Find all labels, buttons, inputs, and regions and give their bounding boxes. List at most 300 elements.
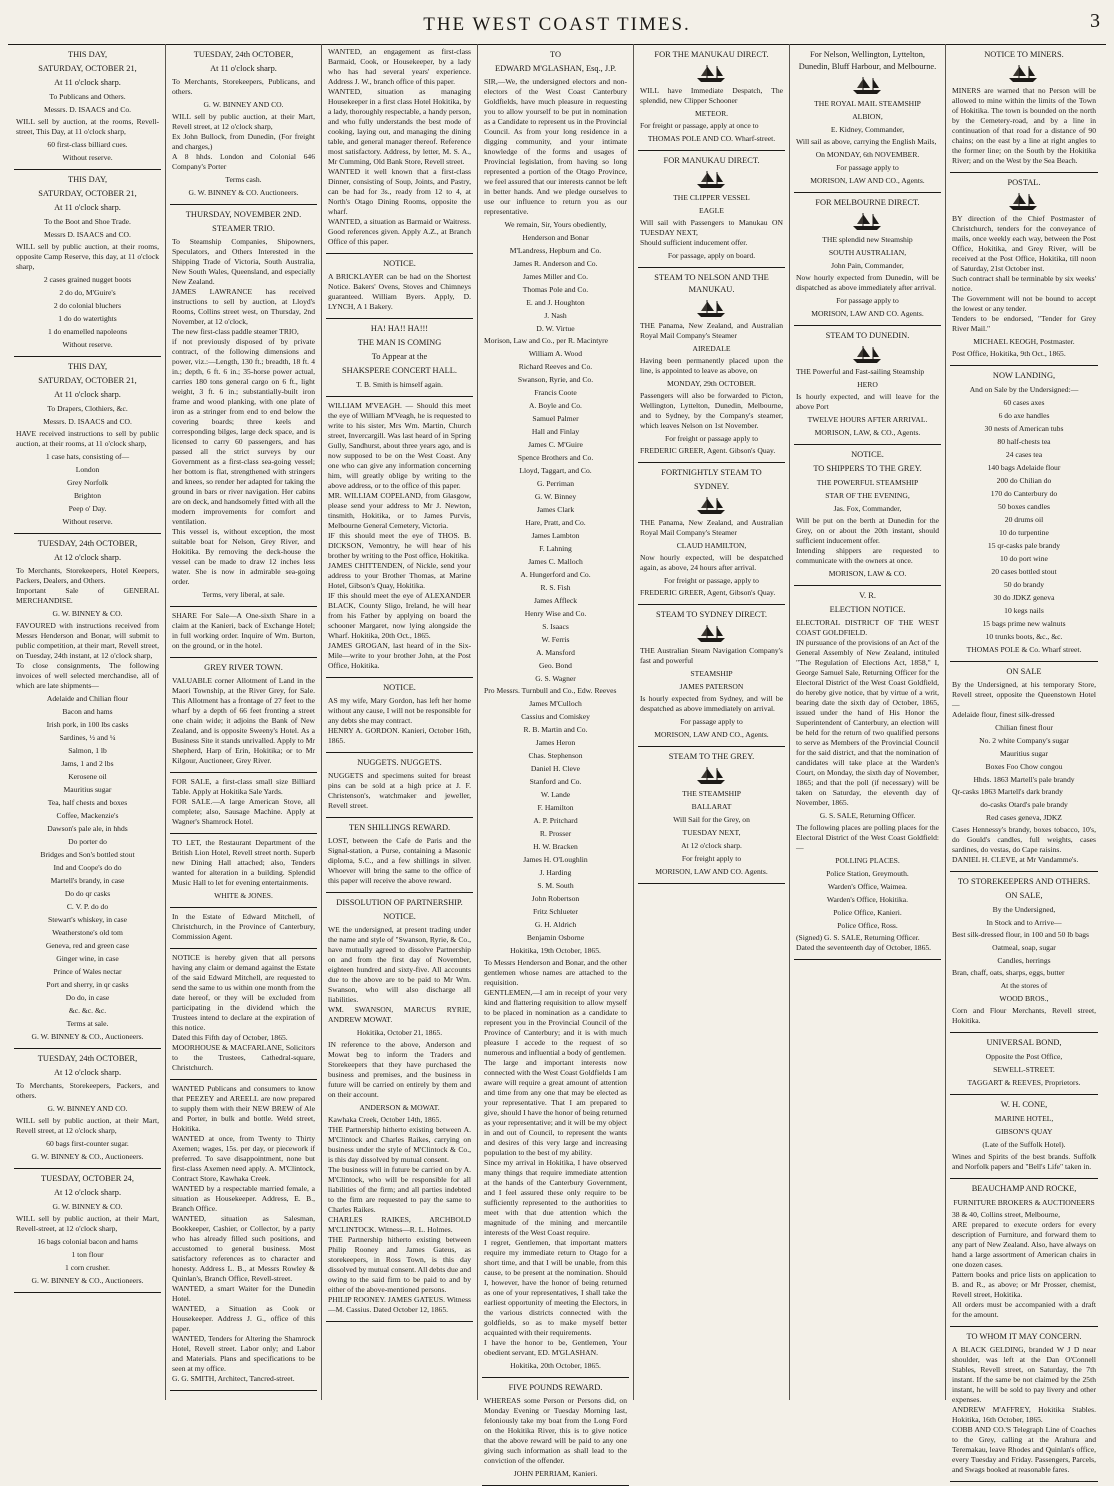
- newspaper-title: THE WEST COAST TIMES.: [423, 14, 691, 35]
- ad-line: 30 do JDKZ geneva: [993, 593, 1055, 602]
- ad-line: Will Sail for the Grey, on: [673, 815, 750, 824]
- ad-divider: [950, 1326, 1098, 1327]
- advertisement: [172, 777, 315, 827]
- ad-paragraph: The following places are polling places for the Electoral District of the West Coast Goldfield:—: [796, 823, 939, 852]
- ad-line: MONDAY, 29th OCTOBER.: [667, 379, 756, 388]
- ad-line: To Publicans and Others.: [49, 92, 126, 101]
- ad-paragraph: Morison, Law and Co., per R. Macintyre: [484, 336, 609, 345]
- ad-divider: [170, 833, 317, 834]
- ad-paragraph: THE Panama, New Zealand, and Australian Royal Mail Company's Steamer: [640, 321, 783, 340]
- ad-line: S. Isaacs: [542, 622, 569, 631]
- ad-heading: TUESDAY, OCTOBER 24,: [41, 1174, 134, 1183]
- ad-line: At the stores of: [1000, 981, 1048, 990]
- advertisement: [16, 1173, 159, 1286]
- ad-heading: THIS DAY,: [67, 175, 108, 184]
- ad-heading: TUESDAY, 24th OCTOBER,: [37, 1054, 138, 1063]
- ad-line: THE splendid new Steamship: [822, 235, 913, 244]
- ad-line: J. Harding: [539, 868, 572, 877]
- advertisement: [796, 330, 939, 438]
- ad-paragraph: WILL sell by public auction, at their Mart, Revell street, at 12 o'clock sharp,: [16, 1116, 159, 1135]
- ad-line: 30 nests of American tubs: [984, 424, 1064, 433]
- ad-heading: THE MAN IS COMING: [357, 338, 442, 347]
- ad-line: STEAMSHIP: [690, 669, 733, 678]
- ad-paragraph: WANTED by a respectable married female, a situation as Housekeeper. Address, E. B., Branch Office.: [172, 1184, 315, 1213]
- advertisement: [796, 449, 939, 579]
- ad-line: MORISON, LAW AND CO. Agents.: [655, 867, 768, 876]
- ad-line: Grey Norfolk: [66, 478, 109, 487]
- ad-divider: [326, 1321, 473, 1322]
- ad-paragraph: Intending shippers are requested to communicate with the owners at once.: [796, 546, 939, 565]
- ad-paragraph: VALUABLE corner Allotment of Land in the Maori Township, at the River Grey, for Sale. This Allotment has a frontage of 27 feet to the wharf by a depth of 66 feet fronting a street one chain wide; it adjoins the Bank of New Zealand, and is opposite Sweeny's Hotel. As a Business Site it stands unrivalled. Apply to Mr Shepherd, Harp of Erin, Hokitika; or to Mr Kilgour, Auctioneer, Grey River.: [172, 676, 315, 765]
- ad-line: A. P. Pritchard: [533, 816, 578, 825]
- ad-line: POLLING PLACES.: [835, 856, 900, 865]
- ad-line: 50 do brandy: [1003, 580, 1045, 589]
- ad-paragraph: ARE prepared to execute orders for every description of Furniture, and forward them to any part of New Zealand. Also, have always on hand a large assortment of American chairs in one dozen cases.: [952, 1220, 1096, 1269]
- ad-paragraph: Post Office, Hokitika, 9th Oct., 1865.: [952, 349, 1066, 358]
- ad-heading: STEAM TO DUNEDIN.: [825, 331, 910, 340]
- ad-divider: [638, 604, 785, 605]
- ad-line: Salmon, 1 lb: [68, 746, 107, 755]
- ad-line: THE STEAMSHIP: [682, 789, 741, 798]
- ad-paragraph: ANDREW M'AFFREY, Hokitika Stables. Hokitika, 16th October, 1865.: [952, 1405, 1096, 1424]
- ad-divider: [950, 1094, 1098, 1095]
- ad-paragraph: WILL sell by public auction, at their Mart, Revell street, at 12 o'clock sharp,: [172, 112, 315, 131]
- ad-paragraph: To close consignments, The following invoices of well selected merchandise, all of which are late shipments—: [16, 661, 159, 690]
- ad-heading: NOTICE.: [383, 683, 416, 692]
- ad-paragraph: (Signed) G. S. SALE, Returning Officer.: [796, 933, 920, 942]
- ad-line: 140 bags Adelaide flour: [987, 463, 1061, 472]
- ad-paragraph: JAMES CHITTENDEN, of Nickle, send your address to your Brother Thomas, at Marine Hotel, Gibson's Quay, Hokitika.: [328, 561, 471, 590]
- ad-heading: BEAUCHAMP AND ROCKE,: [971, 1184, 1077, 1193]
- ad-paragraph: To Steamship Companies, Shipowners, Speculators, and Others Interested in the Shipping Trade of Victoria, South Australia, New South Wales, Queensland, and especially New Zealand.: [172, 237, 315, 286]
- ad-line: A. Hungerford and Co.: [520, 570, 591, 579]
- ad-line: 6 do axe handles: [998, 411, 1050, 420]
- ad-heading: TO WHOM IT MAY CONCERN.: [966, 1332, 1082, 1341]
- ad-paragraph: Best silk-dressed flour, in 100 and 50 lb bags: [952, 930, 1089, 939]
- ad-line: Henderson and Bonar: [522, 233, 589, 242]
- columns-container: [10, 44, 1104, 1478]
- ad-line: D. W. Virtue: [536, 324, 575, 333]
- ad-line: JAMES PATERSON: [679, 682, 744, 691]
- ad-heading: At 12 o'clock sharp.: [53, 553, 122, 562]
- ad-line: BALLARAT: [691, 802, 732, 811]
- ad-line: E. Kidney, Commander,: [830, 125, 905, 134]
- ad-heading: NOTICE.: [383, 912, 416, 921]
- ad-heading: FOR THE MANUKAU DIRECT.: [654, 50, 769, 59]
- ad-line: Messrs. D. ISAACS and Co.: [43, 105, 132, 114]
- ad-line: Brighton: [73, 491, 101, 500]
- advertisement: [640, 272, 783, 456]
- advertisement: [172, 49, 315, 198]
- ad-paragraph: MOORHOUSE & MACFARLANE, Solicitors to the Trustees, Cathedral-square, Christchurch.: [172, 1043, 315, 1072]
- ad-line: Fritz Schlueter: [533, 907, 578, 916]
- ad-line: Jas. Fox, Commander,: [833, 504, 902, 513]
- ad-line: At 12 o'clock sharp.: [681, 841, 742, 850]
- ad-line: G. W. BINNEY AND CO.: [203, 100, 284, 109]
- ad-line: Prince of Wales nectar: [53, 967, 122, 976]
- ad-line: 10 do port wine: [1000, 554, 1048, 563]
- ad-line: AIREDALE: [692, 344, 731, 353]
- ad-paragraph: NOTICE is hereby given that all persons having any claim or demand against the Estate of the said Edward Mitchell, are requested to send the same to us within one month from the date hereof, or they will be excluded from participating in the dividend which the Trustees intend to declare at the expiration of this notice.: [172, 953, 315, 1032]
- ad-paragraph: WM. SWANSON, MARCUS RYRIE, ANDREW MOWAT.: [328, 1005, 471, 1024]
- ad-divider: [794, 585, 941, 586]
- ad-line: And on Sale by the Undersigned:—: [969, 385, 1079, 394]
- ad-heading: NOTICE.: [383, 259, 416, 268]
- ad-line: THOMAS POLE AND CO. Wharf-street.: [647, 134, 776, 143]
- ad-line: G. W. BINNEY & CO.: [52, 609, 123, 618]
- ad-paragraph: PHILIP ROONEY. JAMES GATEUS. Witness—M. Cassius. Dated October 12, 1865.: [328, 1295, 471, 1314]
- ad-line: G. W. Binney: [534, 492, 577, 501]
- ad-paragraph: THE Partnership hitherto existing between A. M'Clintock and Charles Raikes, carrying on business under the style of M'Clintock & Co., is this day dissolved by mutual consent.: [328, 1125, 471, 1164]
- ad-paragraph: All orders must be accompanied with a draft for the amount.: [952, 1300, 1096, 1319]
- advertisement: [16, 174, 159, 350]
- ad-divider: [950, 172, 1098, 173]
- ad-heading: W. H. CONE,: [1000, 1100, 1048, 1109]
- ad-line: Ginger wine, in case: [56, 954, 119, 963]
- ad-line: Weatherstone's old tom: [52, 928, 123, 937]
- ad-heading: STEAMER TRIO.: [212, 224, 275, 233]
- ad-heading: To Appear at the: [371, 352, 428, 361]
- ad-paragraph: To Messrs Henderson and Bonar, and the other gentlemen whose names are attached to the requisition.: [484, 958, 627, 987]
- ad-line: Police Office, Ross.: [837, 921, 898, 930]
- ad-line: Thomas Pole and Co.: [522, 285, 589, 294]
- column-7: [946, 44, 1102, 1474]
- ad-line: John Robertson: [531, 894, 580, 903]
- ad-paragraph: Ex John Bullock, from Dunedin, (For freight and charges,): [172, 132, 315, 151]
- ad-line: Jams, 1 and 2 lbs: [61, 759, 114, 768]
- ad-heading: SATURDAY, OCTOBER 21,: [38, 64, 137, 73]
- ad-line: WOOD BROS.,: [999, 994, 1049, 1003]
- ad-paragraph: A BRICKLAYER can be had on the Shortest Notice. Bakers' Ovens, Stoves and Chimneys guaranteed. William Byers. Apply, D. LYNCH, A 1 Bakery.: [328, 272, 471, 311]
- ad-paragraph: WE the undersigned, at present trading under the name and style of "Swanson, Ryrie, & Co., have mutually agreed to dissolve Partnership on and from the first day of November, eighteen hundred and sixty-five. All accounts due to the above are to be paid to Mr Wm. Swanson, who will also discharge all liabilities.: [328, 925, 471, 1004]
- ad-paragraph: IN reference to the above, Anderson and Mowat beg to inform the Traders and Storekeepers that they have purchased the business and premises, and the business in future will be carried on entirely by them and on their account.: [328, 1040, 471, 1099]
- ad-line: 2 do do, M'Guire's: [59, 288, 116, 297]
- ad-paragraph: COBB AND CO.'S Telegraph Line of Coaches to the Grey, calling at the Arahura and Teremakau, leave Rhodes and Quinlan's office, every Tuesday and Friday. Passengers, Parcels, and Swags booked at reasonable fares.: [952, 1425, 1096, 1474]
- ad-paragraph: WILL sell by public auction, at their rooms, opposite Camp Reserve, this day, at 11 o'clock sharp,: [16, 242, 159, 271]
- ad-paragraph: THE Partnership hitherto existing between Philip Rooney and James Gateus, as storekeepers, in Ross Town, is this day dissolved by mutual consent. All debts due and owing to the said firm to be paid to and by either of the above-mentioned persons.: [328, 1235, 471, 1294]
- ad-line: Chas. Stephenson: [528, 751, 583, 760]
- ad-line: E. and J. Houghton: [526, 298, 585, 307]
- ad-line: Mauritius sugar: [1000, 749, 1048, 758]
- ad-line: C. V. P. do do: [66, 902, 109, 911]
- column-3: [322, 44, 478, 1400]
- ad-line: 20 drums oil: [1004, 515, 1044, 524]
- ad-paragraph: Having been permanently placed upon the line, is appointed to leave as above, on: [640, 356, 783, 375]
- ad-paragraph: FAVOURED with instructions received from Messrs Henderson and Bonar, will submit to public competition, at their mart, Revell street, on Tuesday, 24th instant, at 12 o'clock sharp,: [16, 621, 159, 660]
- ad-line: In Stock and to Arrive—: [986, 918, 1062, 927]
- ad-paragraph: WILL sell by auction, at the rooms, Revell-street, This Day, at 11 o'clock sharp,: [16, 117, 159, 136]
- advertisement: [172, 838, 315, 901]
- ad-line: SOUTH AUSTRALIAN,: [828, 248, 907, 257]
- ad-paragraph: WILL sell by public auction, at their Mart, Revell-street, at 12 o'clock sharp,: [16, 1214, 159, 1233]
- ad-line: For passage apply to: [680, 717, 743, 726]
- ad-paragraph: Will be put on the berth at Dunedin for the Grey, on or about the 20th instant, should sufficient inducement offer.: [796, 516, 939, 545]
- ad-heading: NOW LANDING,: [992, 371, 1056, 380]
- ad-line: HERO: [857, 380, 878, 389]
- ad-line: Messrs D. ISAACS and CO.: [44, 230, 131, 239]
- ad-paragraph: The business will in future be carried on by A. M'Clintock, who will be responsible for all liabilities of the firm; and all parties indebted to the firm are requested to pay the same to Charles Raikes.: [328, 1165, 471, 1214]
- ad-line: 10 trunks boots, &c., &c.: [985, 632, 1063, 641]
- ad-heading: ON SALE,: [1005, 891, 1043, 900]
- ad-line: R. B. Martin and Co.: [523, 725, 588, 734]
- advertisement: [952, 1037, 1096, 1088]
- ad-heading: FORTNIGHTLY STEAM TO: [661, 468, 762, 477]
- ad-line: Hokitika, 19th October, 1865.: [510, 946, 601, 955]
- ad-paragraph: Qr-casks 1863 Martell's dark brandy: [952, 787, 1063, 796]
- ad-line: TWELVE HOURS AFTER ARRIVAL.: [807, 415, 928, 424]
- ad-paragraph: A BLACK GELDING, branded W J D near shoulder, was left at the Dan O'Connell Stables, Revell street, on Saturday, the 7th instant. If the same be not claimed by the 25th instant, he will be sold to pay livery and other expenses.: [952, 1345, 1096, 1404]
- ad-paragraph: Such contract shall be terminable by six weeks' notice.: [952, 274, 1096, 293]
- ad-heading: UNIVERSAL BOND,: [986, 1038, 1062, 1047]
- ad-paragraph: For freight or passage, apply at once to: [640, 121, 759, 130]
- ad-divider: [950, 661, 1098, 662]
- ad-line: Martell's brandy, in case: [50, 876, 125, 885]
- ad-divider: [326, 253, 473, 254]
- ad-line: Without reserve.: [62, 340, 113, 349]
- ad-heading: ON SALE: [1006, 667, 1042, 676]
- ad-line: Police Office, Kanieri.: [833, 908, 902, 917]
- ad-paragraph: WHEREAS some Person or Persons did, on Monday Evening or Tuesday Morning last, feloniously take my boat from the Long Ford on the Hokitika River, this is to give notice that the above reward will be paid to any one giving such information as shall lead to the conviction of the offender.: [484, 1396, 627, 1465]
- ad-heading: HA! HA!! HA!!!: [370, 324, 429, 333]
- ad-paragraph: NUGGETS and specimens suited for breast pins can be sold at a high price at J. F. Christenson's, watchmaker and jeweller, Revell street.: [328, 771, 471, 810]
- ad-paragraph: Tenders to be endorsed, "Tender for Grey River Mail.": [952, 314, 1096, 333]
- ad-heading: SATURDAY, OCTOBER 21,: [38, 376, 137, 385]
- ad-divider: [638, 462, 785, 463]
- ad-line: William A. Wood: [528, 349, 583, 358]
- ad-paragraph: CHARLES RAIKES, ARCHBOLD M'CLINTOCK. Witness—R. L. Holmes.: [328, 1215, 471, 1234]
- ship-icon: [851, 344, 885, 364]
- ad-line: Hokitika, October 21, 1865.: [356, 1028, 443, 1037]
- ad-paragraph: The new first-class paddle steamer TRIO,: [172, 327, 299, 336]
- ad-heading: THURSDAY, NOVEMBER 2ND.: [185, 210, 302, 219]
- ad-line: THOMAS POLE & Co. Wharf street.: [966, 645, 1082, 654]
- ad-line: Spence Brothers and Co.: [517, 453, 594, 462]
- advertisement: [172, 1084, 315, 1384]
- ad-line: G. H. Aldrich: [534, 920, 577, 929]
- ad-line: James Lambton: [531, 531, 580, 540]
- ad-line: (Late of the Suffolk Hotel).: [982, 1140, 1066, 1149]
- ad-heading: EDWARD M'GLASHAN, Esq., J.P.: [494, 64, 617, 73]
- ad-line: Stewart's whiskey, in case: [48, 915, 127, 924]
- advertisement: [796, 197, 939, 319]
- ad-paragraph: Since my arrival in Hokitika, I have observed many things that require immediate attention at the hands of the Canterbury Government, and I feel assured these only require to be sufficiently represented to the authorities to meet with that due attention which the magnitude of the mining and mercantile interests of the West Coast require.: [484, 1158, 627, 1237]
- advertisement: [640, 609, 783, 740]
- ad-heading: FOR MANUKAU DIRECT.: [663, 156, 760, 165]
- ad-line: MORISON, LAW AND CO., Agents.: [654, 730, 769, 739]
- ad-line: MORISON, LAW AND CO., Agents.: [810, 176, 925, 185]
- ad-line: Lloyd, Taggart, and Co.: [519, 466, 592, 475]
- ad-line: &c. &c. &c.: [68, 1006, 107, 1015]
- ad-divider: [14, 533, 161, 534]
- ad-line: SEWELL-STREET.: [993, 1065, 1055, 1074]
- ad-heading: DISSOLUTION OF PARTNERSHIP.: [336, 898, 463, 907]
- ad-divider: [950, 365, 1098, 366]
- ad-line: G. S. Wagner: [535, 674, 576, 683]
- ad-line: A. Mansford: [536, 648, 575, 657]
- ad-line: For freight or passage apply to: [664, 434, 758, 443]
- ad-line: Swanson, Ryrie, and Co.: [517, 375, 594, 384]
- advertisement: [796, 49, 939, 186]
- ad-heading: At 11 o'clock sharp.: [210, 64, 277, 73]
- ad-paragraph: Is hourly expected from Sydney, and will be despatched as above immediately on arrival.: [640, 694, 783, 713]
- advertisement: [328, 401, 471, 671]
- ad-divider: [638, 150, 785, 151]
- ad-paragraph: HAVE received instructions to sell by public auction, at their rooms, at 11 o'clock sharp,: [16, 429, 159, 448]
- ad-divider: [326, 892, 473, 893]
- ad-paragraph: To Merchants, Storekeepers, Hotel Keepers, Packers, Dealers, and Others.: [16, 566, 159, 585]
- ad-line: Benjamin Osborne: [526, 933, 585, 942]
- ad-line: MORISON, LAW & CO.: [828, 569, 907, 578]
- ad-heading: At 12 o'clock sharp.: [53, 1068, 122, 1077]
- ad-line: Bacon and hams: [62, 707, 113, 716]
- ad-line: 15 qr-casks pale brandy: [987, 541, 1061, 550]
- ad-paragraph: THE Panama, New Zealand, and Australian Royal Mail Company's Steamer: [640, 518, 783, 537]
- ad-heading: POSTAL.: [1007, 178, 1041, 187]
- ad-line: For passage apply to: [836, 163, 899, 172]
- ad-divider: [170, 1079, 317, 1080]
- ad-divider: [326, 396, 473, 397]
- advertisement: [16, 538, 159, 1042]
- ad-divider: [326, 318, 473, 319]
- ad-line: MARINE HOTEL,: [994, 1114, 1054, 1123]
- ad-line: James H. O'Loughlin: [523, 855, 588, 864]
- ad-heading: For Nelson, Wellington, Lyttelton, Dunedin, Bluff Harbour, and Melbourne.: [798, 50, 937, 71]
- ad-line: Dawson's pale ale, in hhds: [47, 824, 128, 833]
- ad-divider: [170, 948, 317, 949]
- ad-divider: [14, 1292, 161, 1293]
- ad-divider: [170, 772, 317, 773]
- ad-heading: STEAM TO THE GREY.: [668, 752, 755, 761]
- ad-line: Geneva, red and green case: [45, 941, 130, 950]
- ad-line: Stanford and Co.: [529, 777, 582, 786]
- ad-paragraph: Will sail as above, carrying the English Mails,: [796, 137, 937, 146]
- ad-paragraph: THE Powerful and Fast-sailing Steamship: [796, 367, 925, 376]
- ad-heading: TUESDAY, 24th OCTOBER,: [193, 50, 294, 59]
- ad-paragraph: LOST, between the Cafe de Paris and the Signal-station, a Purse, containing a Masonic diploma, S.C., and a few shillings in silver. Whoever will bring the same to the office of this paper will receive the above reward.: [328, 836, 471, 885]
- ad-line: To Drapers, Clothiers, &c.: [47, 404, 128, 413]
- ad-line: R. Prosser: [539, 829, 572, 838]
- ad-line: 16 bags colonial bacon and hams: [37, 1237, 138, 1246]
- ad-divider: [950, 871, 1098, 872]
- advertisement: [172, 611, 315, 651]
- ad-line: CLAUD HAMILTON,: [676, 541, 747, 550]
- ad-line: F. Lahning: [539, 544, 572, 553]
- ad-paragraph: A 8 hhds. London and Colonial 646 Company's Porter: [172, 152, 315, 171]
- ad-line: To the Boot and Shoe Trade.: [44, 217, 131, 226]
- ad-divider: [950, 1481, 1098, 1482]
- ad-line: Candles, herrings: [997, 956, 1051, 965]
- ad-paragraph: The Government will not be bound to accept the lowest or any tender.: [952, 294, 1096, 313]
- ad-paragraph: WANTED, a situation as Barmaid or Waitress. Good references given. Apply A.Z., at Branch Office of this paper.: [328, 217, 471, 246]
- ad-line: 60 cases axes: [1003, 398, 1045, 407]
- advertisement: [172, 912, 315, 942]
- ad-paragraph: JAMES LAWRANCE has received instructions to sell by auction, at Lloyd's Rooms, Collins street west, on Thursday, 2nd November, at 12 o'clock,: [172, 287, 315, 326]
- ad-paragraph: Pro Messrs. Turnbull and Co., Edw. Reeves: [484, 686, 617, 695]
- ad-line: Daniel H. Cleve: [530, 764, 581, 773]
- ad-line: W. Lande: [540, 790, 571, 799]
- ad-divider: [638, 746, 785, 747]
- ad-line: 60 first-class billiard cues.: [47, 140, 128, 149]
- ad-divider: [638, 267, 785, 268]
- ad-heading: TO SHIPPERS TO THE GREY.: [813, 464, 922, 473]
- ship-icon: [695, 169, 729, 189]
- page-number: 3: [1090, 10, 1100, 32]
- ad-paragraph: IF this should meet the eye of THOS. B. DICKSON, Vemontry, he will hear of his brother by writing to the Post office, Hokitika.: [328, 531, 471, 560]
- ad-paragraph: To Merchants, Storekeepers, Publicans, and others.: [172, 77, 315, 96]
- ad-paragraph: BY direction of the Chief Postmaster of Christchurch, tenders for the conveyance of mails, once weekly each way, between the Post Office, Hokitika, and Grey River, will be received at the Post Office, Hokitika, till noon of Saturday, 21st October inst.: [952, 214, 1096, 273]
- advertisement: [952, 1183, 1096, 1320]
- ad-line: 170 do Canterbury do: [990, 489, 1058, 498]
- ship-icon: [851, 75, 885, 95]
- ad-line: 50 boxes candles: [998, 502, 1050, 511]
- advertisement: [328, 323, 471, 390]
- ad-line: Hhds. 1863 Martell's pale brandy: [973, 775, 1075, 784]
- ad-divider: [950, 1032, 1098, 1033]
- ad-divider: [326, 817, 473, 818]
- advertisement: [484, 1382, 627, 1479]
- ad-line: Tea, half chests and boxes: [47, 798, 128, 807]
- column-6: [790, 44, 946, 1400]
- ad-line: For freight or passage, apply to: [664, 576, 759, 585]
- ad-line: Peep o' Day.: [68, 504, 107, 513]
- advertisement: [640, 467, 783, 598]
- ad-line: James R. Anderson and Co.: [513, 259, 598, 268]
- ad-line: A. Boyle and Co.: [529, 401, 582, 410]
- ship-icon: [851, 211, 885, 231]
- ad-divider: [638, 883, 785, 884]
- advertisement: [16, 49, 159, 163]
- ad-divider: [326, 677, 473, 678]
- ad-paragraph: Pattern books and price lists on application to B. and R., as above; or Mr Prosser, chemist, Revell street, Hokitika.: [952, 1270, 1096, 1299]
- advertisement: [328, 258, 471, 312]
- ad-paragraph: THE Australian Steam Navigation Company's fast and powerful: [640, 646, 783, 665]
- ad-divider: [14, 169, 161, 170]
- ad-line: Opposite the Post Office,: [985, 1052, 1063, 1061]
- ad-line: Francis Coote: [534, 388, 577, 397]
- ad-line: S. M. South: [537, 881, 574, 890]
- advertisement: [952, 177, 1096, 359]
- ad-line: 1 ton flour: [71, 1250, 104, 1259]
- ad-heading: At 11 o'clock sharp.: [54, 203, 121, 212]
- advertisement: [172, 209, 315, 600]
- ad-line: M'Landress, Hepburn and Co.: [509, 246, 602, 255]
- ad-divider: [794, 325, 941, 326]
- ad-line: John Pain, Commander,: [831, 261, 904, 270]
- ad-paragraph: AS my wife, Mary Gordon, has left her home without any cause, I will not be responsible for any debts she may contract.: [328, 696, 471, 725]
- ad-line: G. Perriman: [536, 479, 575, 488]
- ad-line: Warden's Office, Hokitika.: [826, 895, 909, 904]
- ad-line: F. Hamilton: [537, 803, 574, 812]
- ad-line: 1 do do watertights: [58, 314, 117, 323]
- ad-line: G. W. BINNEY & CO., Auctioneers.: [31, 1032, 144, 1041]
- advertisement: [16, 1053, 159, 1162]
- ad-divider: [326, 752, 473, 753]
- ad-divider: [950, 1178, 1098, 1179]
- column-4: [478, 44, 634, 1478]
- ad-paragraph: The large and important interests now connected with the West Coast Goldfields I am aware will require a great amount of attention and time from any one that may be elected as your representative. That I am prepared to give, should I have the honor of being returned as your representative; and it will be my object in and out of Council, to represent the wants and desires of this very large and increasing population to the best of my ability.: [484, 1058, 627, 1157]
- ad-line: Chilian finest flour: [995, 723, 1053, 732]
- ad-paragraph: Dated this Fifth day of October, 1865.: [172, 1033, 288, 1042]
- ad-line: London: [75, 465, 100, 474]
- advertisement: [484, 49, 627, 1371]
- ad-heading: TO STOREKEEPERS AND OTHERS.: [957, 877, 1091, 886]
- ad-paragraph: Passengers will also be forwarded to Picton, Wellington, Lyttelton, Dunedin, Melbourne, and to Sydney, by the Company's steamer, which leaves Nelson on 1st November.: [640, 391, 783, 430]
- ad-paragraph: IN pursuance of the provisions of an Act of the General Assembly of New Zealand, intituled "The Regulation of Elections Act, 1858," I, George Samuel Sale, Returning Officer for the Electoral District of the West Coast Goldfield, do hereby give notice, that by virtue of a writ, bearing date the sixth day of October, 1865, issued under the hand of His Honor the Superintendent of Canterbury, an election will be held for the return of two qualified persons to serve as Members of the Provincial Council for the said district, and that the nomination of candidates will take place at the Warden's Court, on Monday, the sixth day of November, 1865; and that the poll (if necessary) will be taken on Saturday, the eleventh day of November, 1865.: [796, 638, 939, 807]
- ad-line: Hare, Pratt, and Co.: [525, 518, 586, 527]
- ad-heading: THIS DAY,: [67, 362, 108, 371]
- ad-line: 2 cases grained nugget boots: [43, 275, 132, 284]
- ad-paragraph: To Merchants, Storekeepers, Packers, and others.: [16, 1081, 159, 1100]
